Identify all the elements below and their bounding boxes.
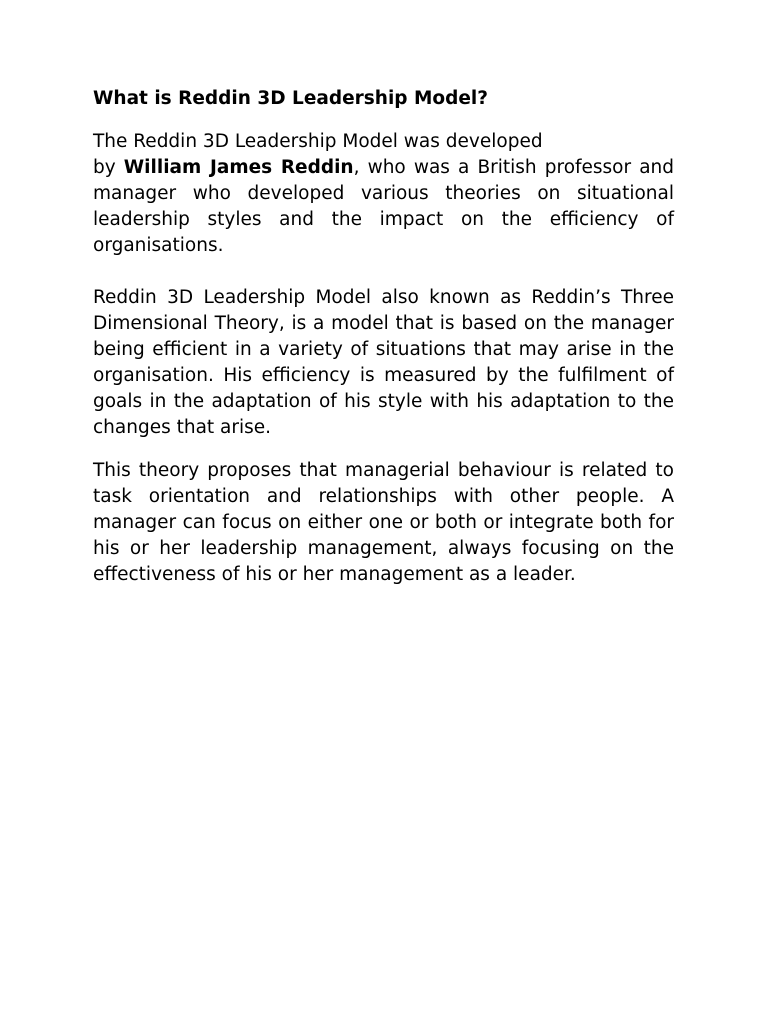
paragraph-intro-line1: The Reddin 3D Leadership Model was developed [93,131,543,152]
paragraph-intro-by: by [93,157,124,178]
author-name: William James Reddin [123,157,354,178]
document-title: What is Reddin 3D Leadership Model? [93,88,488,109]
document-page [93,86,674,588]
paragraph-managerial-behaviour: This theory proposes that managerial behaviour is related to task orientation and relationships with other people. A manager can focus on either one or both or integrate both for his or her leadership management, always focusing on the effectiveness of his or her management as a leader. [93,460,674,585]
paragraph-three-dimensional-theory: Reddin 3D Leadership Model also known as Reddin’s Three Dimensional Theory, is a model that is based on the manager being efficient in a variety of situations that may arise in the organisation. His efficiency is measured by the fulfilment of goals in the adaptation of his style with his adaptation to the changes that arise. [93,287,674,438]
paragraph-intro [93,129,674,259]
paragraph-intro-rest: , who was a British professor and manager who developed various theories on situational leadership styles and the impact on the efficiency of organisations. [93,157,674,256]
